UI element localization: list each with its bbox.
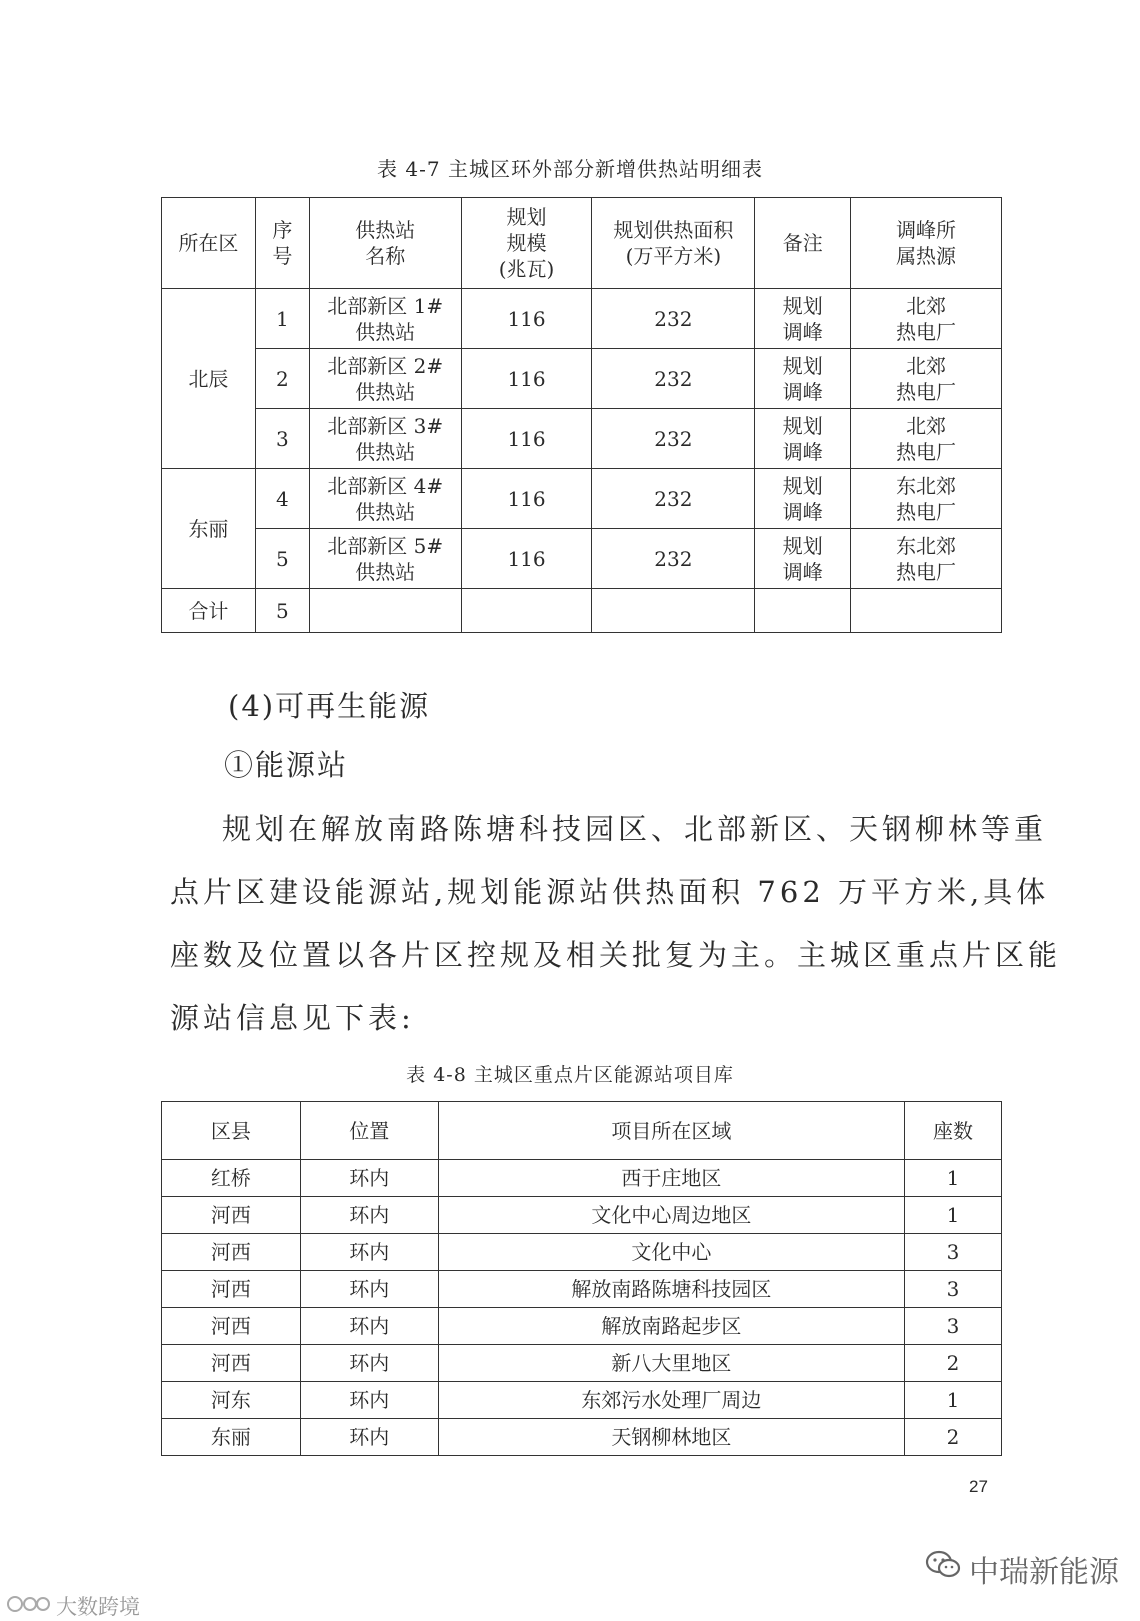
table-row [162,1345,1002,1382]
region-cell: 新八大里地区 [438,1345,904,1382]
table-row [162,1197,1002,1234]
count-cell: 3 [905,1234,1002,1271]
paragraph-line: 座数及位置以各片区控规及相关批复为主。主城区重点片区能 [170,938,1062,972]
count-cell: 1 [905,1382,1002,1419]
position-cell: 环内 [300,1345,438,1382]
region-cell: 文化中心周边地区 [438,1197,904,1234]
header-count: 座数 [905,1102,1002,1160]
note-cell: 规划 调峰 [755,349,851,409]
seq-cell: 1 [255,289,309,349]
empty-cell [461,589,592,633]
sub-heading: ①能源站 [224,748,349,782]
county-cell: 河西 [162,1308,301,1345]
source-cell: 北郊 热电厂 [851,409,1002,469]
total-count: 5 [255,589,309,633]
paragraph-line: 规划在解放南路陈塘科技园区、北部新区、天钢柳林等重 [222,812,1048,846]
total-row [162,589,1002,633]
area-cell: 232 [592,349,755,409]
empty-cell [309,589,461,633]
header-district: 所在区 [162,198,256,289]
position-cell: 环内 [300,1308,438,1345]
header-scale: 规划 规模 (兆瓦) [461,198,592,289]
area-cell: 232 [592,469,755,529]
watermark-wechat [925,1547,1119,1591]
district-cell: 北辰 [162,289,256,469]
header-source: 调峰所 属热源 [851,198,1002,289]
watermark-left-text: 大数跨境 [56,1595,140,1619]
county-cell: 河西 [162,1197,301,1234]
count-cell: 2 [905,1345,1002,1382]
energy-station-table [161,1101,1002,1456]
position-cell: 环内 [300,1197,438,1234]
note-cell: 规划 调峰 [755,289,851,349]
table-header-row [162,1102,1002,1160]
count-cell: 2 [905,1419,1002,1456]
header-seq: 序 号 [255,198,309,289]
table2-caption: 表 4-8 主城区重点片区能源站项目库 [406,1064,734,1086]
county-cell: 河东 [162,1382,301,1419]
county-cell: 东丽 [162,1419,301,1456]
header-note: 备注 [755,198,851,289]
table-row [162,1382,1002,1419]
scale-cell: 116 [461,289,592,349]
table-row [162,1234,1002,1271]
watermark-weibo [6,1591,140,1621]
table-row [162,349,1002,409]
county-cell: 河西 [162,1234,301,1271]
total-label: 合计 [162,589,256,633]
empty-cell [851,589,1002,633]
station-name-cell: 北部新区 1# 供热站 [309,289,461,349]
region-cell: 天钢柳林地区 [438,1419,904,1456]
station-name-cell: 北部新区 5# 供热站 [309,529,461,589]
seq-cell: 3 [255,409,309,469]
station-name-cell: 北部新区 2# 供热站 [309,349,461,409]
scale-cell: 116 [461,349,592,409]
page-number: 27 [969,1477,988,1496]
empty-cell [755,589,851,633]
table1-caption: 表 4-7 主城区环外部分新增供热站明细表 [377,157,763,181]
county-cell: 红桥 [162,1160,301,1197]
seq-cell: 5 [255,529,309,589]
position-cell: 环内 [300,1160,438,1197]
seq-cell: 2 [255,349,309,409]
source-cell: 北郊 热电厂 [851,349,1002,409]
table-row [162,469,1002,529]
source-cell: 北郊 热电厂 [851,289,1002,349]
watermark-right-text: 中瑞新能源 [969,1555,1119,1590]
seq-cell: 4 [255,469,309,529]
count-cell: 3 [905,1308,1002,1345]
table-row [162,289,1002,349]
scale-cell: 116 [461,469,592,529]
source-cell: 东北郊 热电厂 [851,529,1002,589]
county-cell: 河西 [162,1345,301,1382]
region-cell: 东郊污水处理厂周边 [438,1382,904,1419]
area-cell: 232 [592,409,755,469]
note-cell: 规划 调峰 [755,529,851,589]
area-cell: 232 [592,529,755,589]
table-header-row [162,198,1002,289]
note-cell: 规划 调峰 [755,409,851,469]
table-row [162,1419,1002,1456]
table-row [162,409,1002,469]
heating-station-table [161,197,1002,633]
table-row [162,529,1002,589]
region-cell: 西于庄地区 [438,1160,904,1197]
wechat-icon [925,1550,961,1588]
section-heading: (4)可再生能源 [228,689,431,723]
station-name-cell: 北部新区 3# 供热站 [309,409,461,469]
header-position: 位置 [300,1102,438,1160]
area-cell: 232 [592,289,755,349]
header-area: 规划供热面积 (万平方米) [592,198,755,289]
empty-cell [592,589,755,633]
position-cell: 环内 [300,1382,438,1419]
position-cell: 环内 [300,1419,438,1456]
district-cell: 东丽 [162,469,256,589]
count-cell: 1 [905,1197,1002,1234]
scale-cell: 116 [461,409,592,469]
paragraph-line: 源站信息见下表: [170,1001,415,1035]
station-name-cell: 北部新区 4# 供热站 [309,469,461,529]
paragraph-line: 点片区建设能源站,规划能源站供热面积 762 万平方米,具体 [170,875,1050,909]
count-cell: 1 [905,1160,1002,1197]
county-cell: 河西 [162,1271,301,1308]
source-cell: 东北郊 热电厂 [851,469,1002,529]
header-station: 供热站 名称 [309,198,461,289]
weibo-icon [6,1594,50,1619]
table-row [162,1160,1002,1197]
position-cell: 环内 [300,1234,438,1271]
region-cell: 文化中心 [438,1234,904,1271]
table-row [162,1308,1002,1345]
note-cell: 规划 调峰 [755,469,851,529]
region-cell: 解放南路陈塘科技园区 [438,1271,904,1308]
header-region: 项目所在区域 [438,1102,904,1160]
table-row [162,1271,1002,1308]
region-cell: 解放南路起步区 [438,1308,904,1345]
count-cell: 3 [905,1271,1002,1308]
header-county: 区县 [162,1102,301,1160]
scale-cell: 116 [461,529,592,589]
position-cell: 环内 [300,1271,438,1308]
